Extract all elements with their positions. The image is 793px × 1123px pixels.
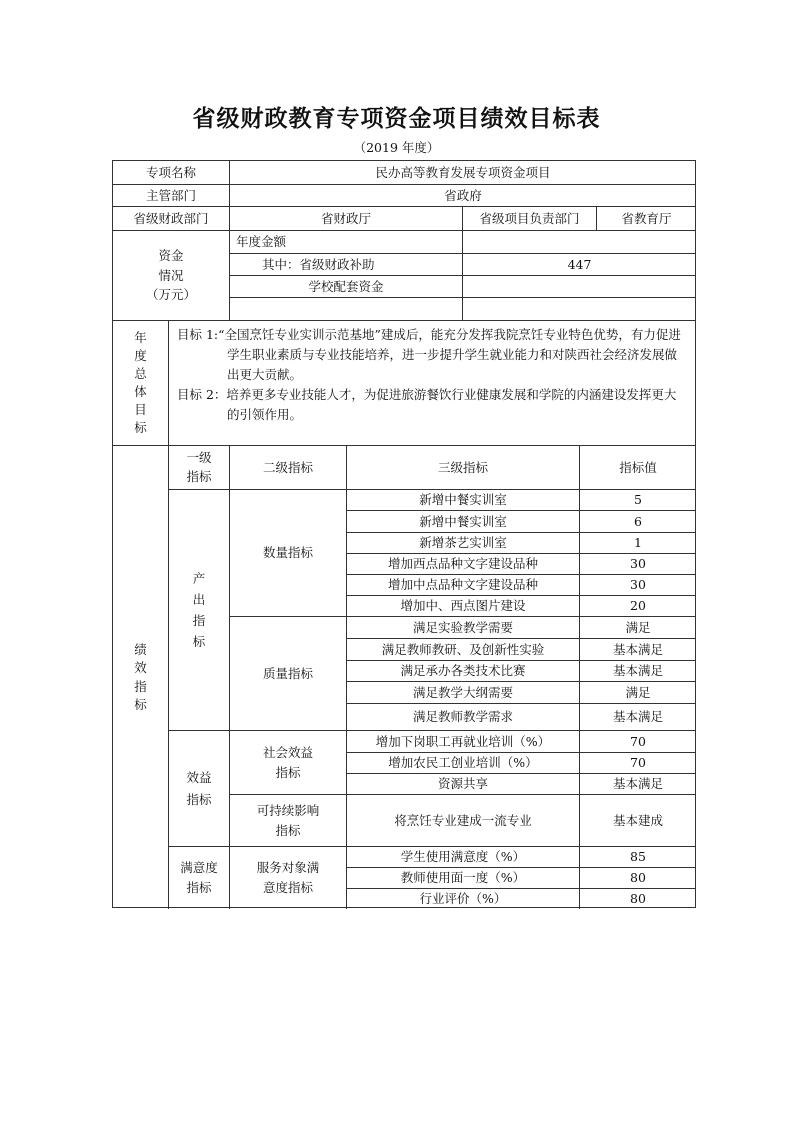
indicator-value: 70 (580, 731, 696, 753)
indicator-value: 基本满足 (580, 639, 696, 661)
indicator-name: 满足教师教学需求 (347, 704, 580, 731)
subsidy-label: 其中：省级财政补助 (230, 254, 463, 276)
header-level1-text: 一级指标 (186, 449, 212, 484)
indicator-value: 80 (630, 891, 646, 907)
indicator-value: 基本建成 (580, 795, 696, 847)
quantity-indicator-label: 数量指标 (230, 490, 347, 617)
indicator-name: 教师使用面一度（%） (347, 868, 580, 889)
indicator-value: 1 (580, 533, 696, 554)
performance-table (112, 160, 696, 908)
extra-funds-value (463, 298, 696, 321)
output-indicator-label (169, 490, 230, 731)
funds-label (113, 231, 230, 321)
subsidy-value: 447 (463, 254, 696, 276)
document-title: 省级财政教育专项资金项目绩效目标表 (192, 105, 601, 132)
satisfaction-indicator-label (169, 847, 230, 909)
indicator-value: 30 (580, 575, 696, 596)
indicator-value: 85 (580, 847, 696, 868)
annual-amount-value (463, 231, 696, 254)
indicator-name: 新增中餐实训室 (347, 511, 580, 533)
indicator-name: 增加下岗职工再就业培训（%） (347, 731, 580, 753)
finance-dept-value: 省财政厅 (230, 207, 463, 231)
indicator-name: 行业评价（%） (347, 889, 580, 909)
header-level2: 二级指标 (230, 446, 347, 490)
indicator-value: 30 (580, 554, 696, 575)
indicator-name: 新增茶艺实训室 (347, 533, 580, 554)
indicator-name: 增加西点品种文字建设品种 (347, 554, 580, 575)
school-funds-label: 学校配套资金 (230, 276, 463, 298)
indicator-name: 资源共享 (347, 774, 580, 795)
goal-2: 目标 2：培养更多专业技能人才，为促进旅游餐饮行业健康发展和学院的内涵建设发挥更大的引领作用。 (177, 387, 677, 422)
indicator-name: 增加中点品种文字建设品种 (347, 575, 580, 596)
header-value: 指标值 (580, 446, 696, 490)
funds-label-line3: （万元） (145, 287, 196, 303)
document-year: （2019 年度） (353, 140, 440, 155)
indicator-value: 满足 (580, 617, 696, 639)
benefit-indicator-label (169, 731, 230, 847)
indicator-name: 将烹饪专业建成一流专业 (347, 795, 580, 847)
indicator-value: 20 (580, 596, 696, 617)
performance-label (113, 446, 169, 909)
project-name-label: 专项名称 (113, 161, 230, 185)
benefit-indicator-text: 效益指标 (186, 770, 212, 807)
responsible-dept-label: 省级项目负责部门 (463, 207, 597, 231)
indicator-value: 5 (580, 490, 696, 511)
sustain-text: 可持续影响指标 (256, 802, 320, 838)
annual-amount-label: 年度金额 (230, 231, 463, 254)
extra-funds-label (230, 298, 463, 321)
indicator-name: 增加中、西点图片建设 (347, 596, 580, 617)
indicator-value: 80 (580, 868, 696, 889)
annual-goal-label (113, 321, 169, 446)
indicator-name: 学生使用满意度（%） (347, 847, 580, 868)
indicator-name: 新增中餐实训室 (347, 490, 580, 511)
dept-label: 主管部门 (113, 185, 230, 207)
sustain-label (230, 795, 347, 847)
indicator-value: 基本满足 (580, 774, 696, 795)
finance-dept-label: 省级财政部门 (113, 207, 230, 231)
funds-label-line1: 资金 (158, 248, 184, 264)
satisfaction-indicator-text: 满意度指标 (180, 860, 218, 895)
performance-label-text: 绩效指标 (134, 642, 147, 712)
annual-goal-text (169, 321, 696, 446)
output-indicator-text: 产出指标 (192, 570, 206, 650)
social-benefit-label (230, 731, 347, 795)
dept-value: 省政府 (230, 185, 696, 207)
service-satisfaction-text: 服务对象满意度指标 (256, 860, 320, 895)
project-name-value: 民办高等教育发展专项资金项目 (230, 161, 696, 185)
responsible-dept-value: 省教育厅 (597, 207, 696, 231)
indicator-name: 增加农民工创业培训（%） (347, 753, 580, 774)
service-satisfaction-label (230, 847, 347, 909)
indicator-name: 满足承办各类技术比赛 (347, 661, 580, 682)
quality-indicator-label: 质量指标 (230, 617, 347, 731)
indicator-value: 70 (580, 753, 696, 774)
school-funds-value (463, 276, 696, 298)
header-level3: 三级指标 (347, 446, 580, 490)
indicator-value: 6 (580, 511, 696, 533)
funds-label-line2: 情况 (158, 267, 184, 283)
goal-1: 目标 1:“全国烹饪专业实训示范基地”建成后，能充分发挥我院烹饪专业特色优势，有力促进学生职业素质与专业技能培养，进一步提升学生就业能力和对陕西社会经济发展做出更大贡献。 (177, 327, 681, 382)
indicator-name: 满足教师教研、及创新性实验 (347, 639, 580, 661)
indicator-value: 基本满足 (580, 661, 696, 682)
indicator-value: 满足 (580, 682, 696, 704)
indicator-name: 满足实验教学需要 (347, 617, 580, 639)
annual-goal-label-text: 年度总体目标 (134, 329, 147, 436)
indicator-value: 基本满足 (580, 704, 696, 731)
header-level1 (169, 446, 230, 490)
social-benefit-text: 社会效益指标 (262, 744, 313, 780)
indicator-name: 满足教学大纲需要 (347, 682, 580, 704)
